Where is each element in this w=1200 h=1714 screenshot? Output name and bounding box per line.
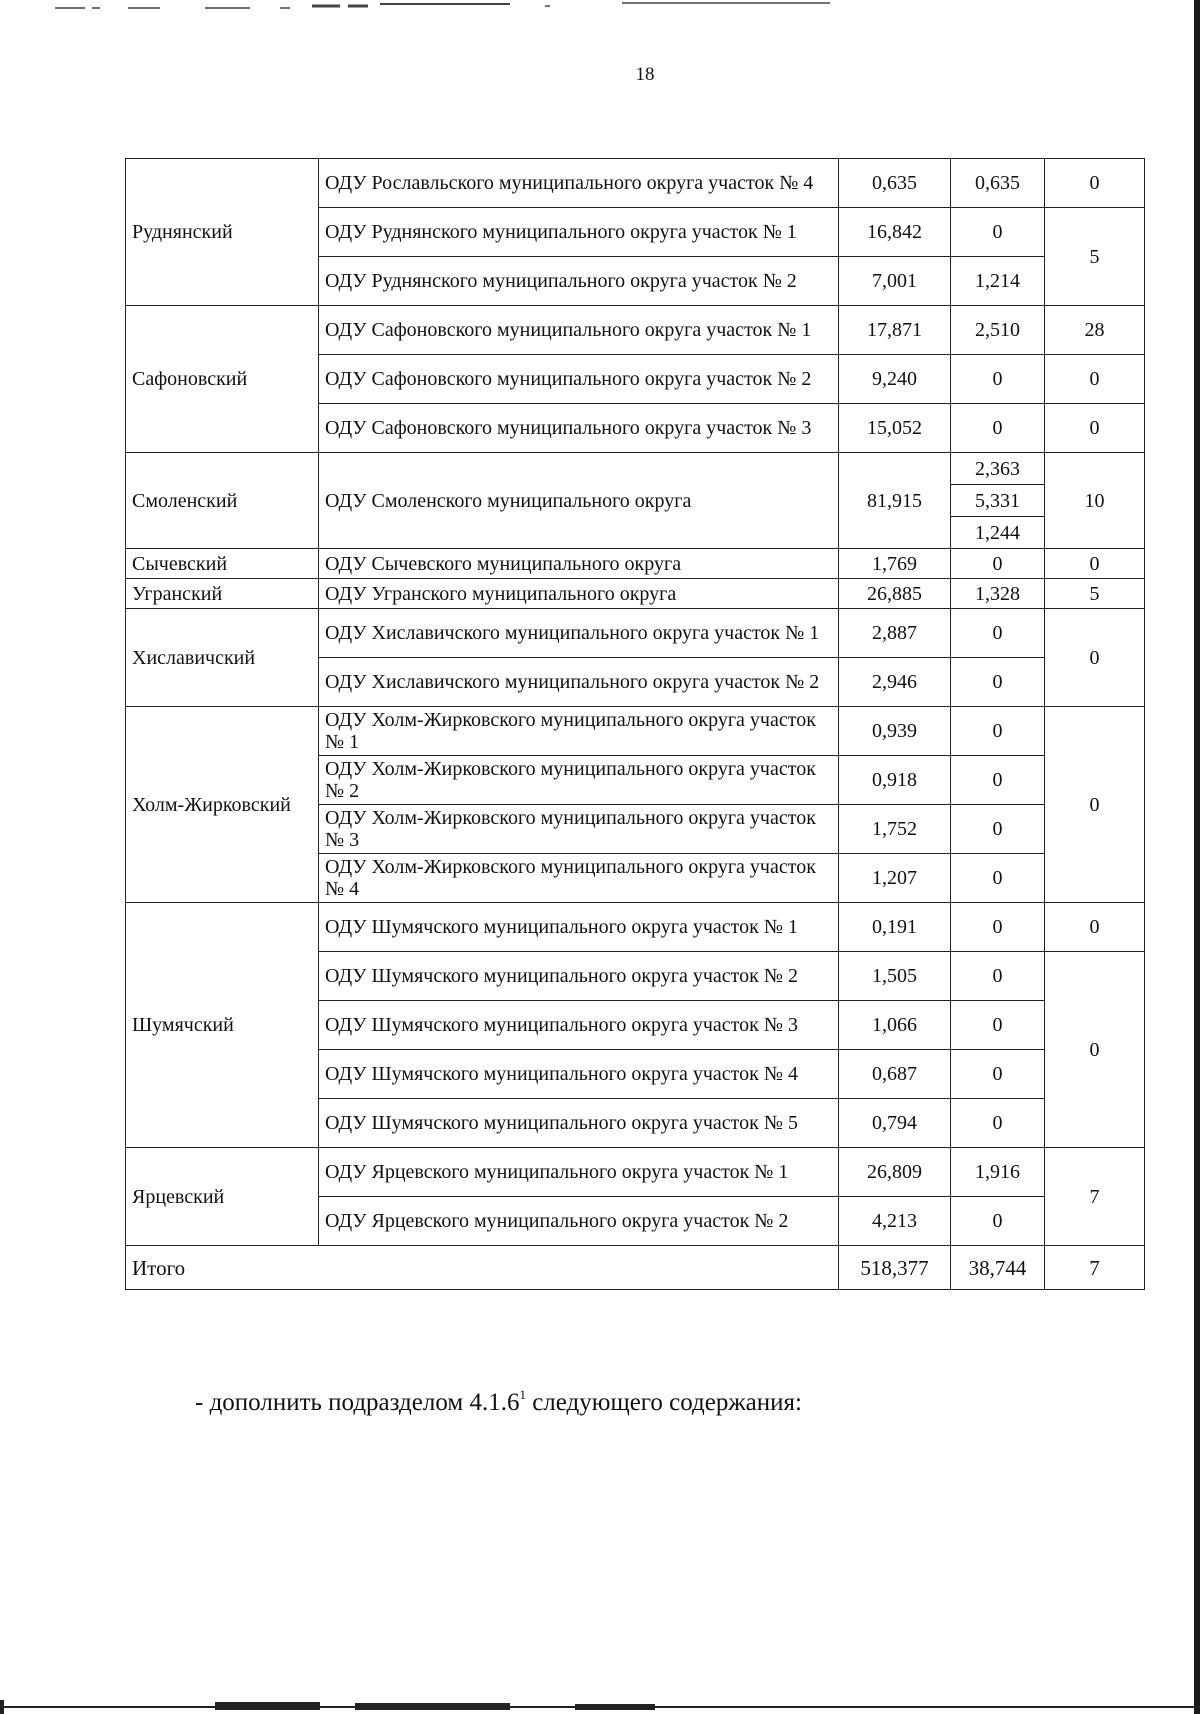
plot-cell: ОДУ Шумячского муниципального округа участок № 5 (319, 1099, 839, 1148)
value-cell: 4,213 (839, 1197, 951, 1246)
total-value: 518,377 (839, 1246, 951, 1290)
value-cell: 0 (951, 658, 1045, 707)
district-cell: Ярцевский (126, 1148, 319, 1246)
plot-cell: ОДУ Руднянского муниципального округа участок № 2 (319, 257, 839, 306)
value-cell: 0,794 (839, 1099, 951, 1148)
value-cell: 0 (951, 404, 1045, 453)
value-cell: 0 (951, 805, 1045, 854)
plot-cell: ОДУ Смоленского муниципального округа (319, 453, 839, 549)
plot-cell: ОДУ Ярцевского муниципального округа участок № 2 (319, 1197, 839, 1246)
value-cell: 0 (951, 549, 1045, 579)
value-cell: 0 (951, 609, 1045, 658)
plot-cell: ОДУ Угранского муниципального округа (319, 579, 839, 609)
plot-cell: ОДУ Холм-Жирковского муниципального округа участок № 2 (319, 756, 839, 805)
district-cell: Смоленский (126, 453, 319, 549)
page-number: 18 (635, 64, 655, 85)
value-cell: 0 (951, 355, 1045, 404)
district-cell: Угранский (126, 579, 319, 609)
plot-cell: ОДУ Шумячского муниципального округа участок № 3 (319, 1001, 839, 1050)
value-cell: 2,363 (951, 453, 1045, 485)
table-row (126, 707, 1145, 756)
amendment-text-main: - дополнить подразделом 4.1.6 (195, 1389, 520, 1416)
value-cell: 0 (951, 707, 1045, 756)
value-cell: 1,505 (839, 952, 951, 1001)
table-row (126, 579, 1145, 609)
value-cell: 7,001 (839, 257, 951, 306)
table-row (126, 549, 1145, 579)
total-label: Итого (126, 1246, 839, 1290)
scan-right-edge (1194, 0, 1200, 1714)
value-cell: 0 (951, 1099, 1045, 1148)
value-cell: 26,885 (839, 579, 951, 609)
value-cell: 0,687 (839, 1050, 951, 1099)
value-cell: 1,328 (951, 579, 1045, 609)
district-cell: Сычевский (126, 549, 319, 579)
value-cell: 0,918 (839, 756, 951, 805)
value-cell: 0 (951, 1001, 1045, 1050)
value-cell: 2,887 (839, 609, 951, 658)
total-row (126, 1246, 1145, 1290)
district-cell: Шумячский (126, 903, 319, 1148)
plot-cell: ОДУ Сафоновского муниципального округа участок № 3 (319, 404, 839, 453)
value-cell: 10 (1045, 453, 1145, 549)
value-cell: 1,916 (951, 1148, 1045, 1197)
value-cell: 26,809 (839, 1148, 951, 1197)
value-cell: 1,752 (839, 805, 951, 854)
value-cell: 0 (951, 903, 1045, 952)
value-cell: 0,191 (839, 903, 951, 952)
plot-cell: ОДУ Руднянского муниципального округа участок № 1 (319, 208, 839, 257)
plot-cell: ОДУ Сафоновского муниципального округа участок № 2 (319, 355, 839, 404)
plot-cell: ОДУ Рославльского муниципального округа участок № 4 (319, 159, 839, 208)
value-cell: 0 (951, 952, 1045, 1001)
plot-cell: ОДУ Холм-Жирковского муниципального округа участок № 4 (319, 854, 839, 903)
value-cell: 2,946 (839, 658, 951, 707)
amendment-superscript: 1 (519, 1387, 526, 1402)
value-cell: 0 (1045, 159, 1145, 208)
data-table (125, 158, 1145, 1290)
value-cell: 1,214 (951, 257, 1045, 306)
plot-cell: ОДУ Шумячского муниципального округа участок № 2 (319, 952, 839, 1001)
plot-cell: ОДУ Шумячского муниципального округа участок № 4 (319, 1050, 839, 1099)
value-cell: 1,244 (951, 517, 1045, 549)
value-cell: 0 (1045, 549, 1145, 579)
value-cell: 5,331 (951, 485, 1045, 517)
value-cell: 1,207 (839, 854, 951, 903)
value-cell: 0 (1045, 952, 1145, 1148)
table-row (126, 453, 1145, 485)
value-cell: 1,066 (839, 1001, 951, 1050)
value-cell: 0 (951, 208, 1045, 257)
value-cell: 0 (951, 854, 1045, 903)
value-cell: 5 (1045, 208, 1145, 306)
value-cell: 0 (951, 756, 1045, 805)
amendment-text-tail: следующего содержания: (525, 1389, 802, 1416)
plot-cell: ОДУ Шумячского муниципального округа участок № 1 (319, 903, 839, 952)
table-row (126, 609, 1145, 658)
value-cell: 0 (951, 1050, 1045, 1099)
value-cell: 5 (1045, 579, 1145, 609)
value-cell: 1,769 (839, 549, 951, 579)
value-cell: 16,842 (839, 208, 951, 257)
table-row (126, 306, 1145, 355)
district-cell: Сафоновский (126, 306, 319, 453)
value-cell: 28 (1045, 306, 1145, 355)
district-cell: Хиславичский (126, 609, 319, 707)
value-cell: 0,635 (951, 159, 1045, 208)
value-cell: 0,635 (839, 159, 951, 208)
value-cell: 7 (1045, 1148, 1145, 1246)
scan-top-edge (0, 0, 1200, 14)
value-cell: 15,052 (839, 404, 951, 453)
value-cell: 81,915 (839, 453, 951, 549)
amendment-text (195, 1387, 802, 1417)
plot-cell: ОДУ Хиславичского муниципального округа участок № 2 (319, 658, 839, 707)
value-cell: 9,240 (839, 355, 951, 404)
total-value: 7 (1045, 1246, 1145, 1290)
value-cell: 0 (1045, 707, 1145, 903)
total-value: 38,744 (951, 1246, 1045, 1290)
scan-bottom-edge (0, 1700, 1200, 1714)
value-cell: 0 (951, 1197, 1045, 1246)
value-cell: 0,939 (839, 707, 951, 756)
plot-cell: ОДУ Сафоновского муниципального округа участок № 1 (319, 306, 839, 355)
district-cell: Руднянский (126, 159, 319, 306)
plot-cell: ОДУ Сычевского муниципального округа (319, 549, 839, 579)
value-cell: 2,510 (951, 306, 1045, 355)
table-row (126, 903, 1145, 952)
table-row (126, 1148, 1145, 1197)
plot-cell: ОДУ Хиславичского муниципального округа участок № 1 (319, 609, 839, 658)
table-row (126, 159, 1145, 208)
district-cell: Холм-Жирковский (126, 707, 319, 903)
plot-cell: ОДУ Холм-Жирковского муниципального округа участок № 3 (319, 805, 839, 854)
value-cell: 0 (1045, 404, 1145, 453)
value-cell: 17,871 (839, 306, 951, 355)
plot-cell: ОДУ Ярцевского муниципального округа участок № 1 (319, 1148, 839, 1197)
value-cell: 0 (1045, 355, 1145, 404)
value-cell: 0 (1045, 903, 1145, 952)
value-cell: 0 (1045, 609, 1145, 707)
plot-cell: ОДУ Холм-Жирковского муниципального округа участок № 1 (319, 707, 839, 756)
